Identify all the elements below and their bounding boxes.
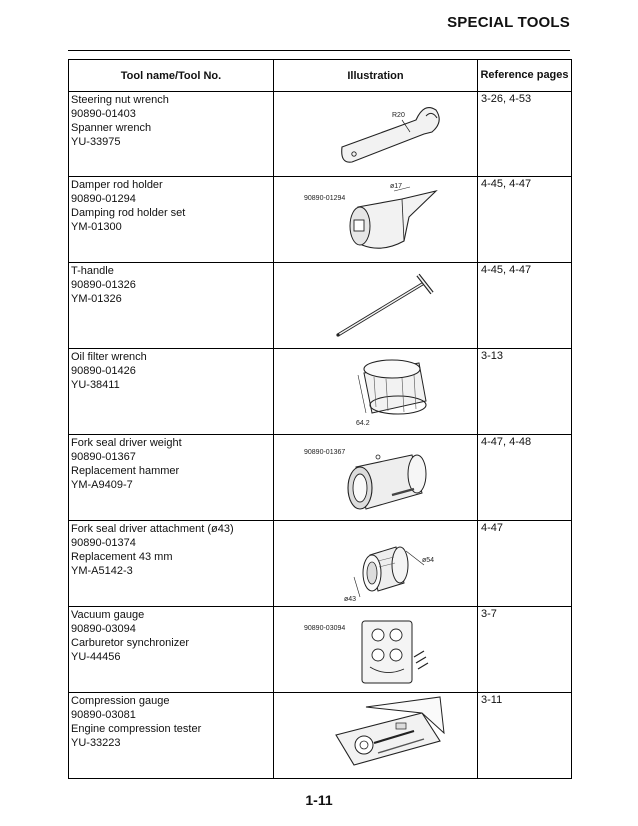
- tool-alt-number: YM-A9409-7: [71, 479, 133, 491]
- illustration-cell: [274, 92, 478, 177]
- table-row: [69, 263, 572, 349]
- illustration-cell: [274, 607, 478, 693]
- illustration-cell: [274, 263, 478, 349]
- tool-number: 90890-01403: [71, 108, 136, 120]
- tool-name: Vacuum gauge: [71, 609, 145, 621]
- tool-name: Fork seal driver attachment (ø43): [71, 523, 234, 535]
- table-header-row: [69, 60, 572, 92]
- reference-pages-cell: 3-26, 4-53: [478, 92, 572, 177]
- reference-pages-cell: 3-11: [478, 693, 572, 779]
- tool-alt-number: YU-33223: [71, 737, 121, 749]
- dimension-label: R20: [392, 112, 405, 119]
- table-row: [69, 693, 572, 779]
- header-rule: [68, 50, 570, 51]
- tool-number-tag: 90890-03094: [304, 625, 346, 632]
- tool-name-cell: [69, 693, 274, 779]
- compression-gauge-icon: [274, 693, 478, 779]
- reference-pages-cell: 4-45, 4-47: [478, 177, 572, 263]
- tool-name-cell: [69, 263, 274, 349]
- tool-alt-name: Damping rod holder set: [71, 207, 186, 219]
- tool-number: 90890-01374: [71, 537, 136, 549]
- steering-nut-wrench-icon: [274, 92, 478, 177]
- tool-name: Damper rod holder: [71, 179, 163, 191]
- table-row: [69, 435, 572, 521]
- illustration-cell: [274, 177, 478, 263]
- tool-alt-number: YU-38411: [71, 379, 120, 391]
- tool-alt-name: Replacement hammer: [71, 465, 180, 477]
- fork-seal-driver-weight-icon: [274, 435, 478, 521]
- reference-pages-cell: 4-47: [478, 521, 572, 607]
- page-number: 1-11: [305, 792, 333, 808]
- tool-alt-number: YM-A5142-3: [71, 565, 133, 577]
- reference-pages-cell: 3-7: [478, 607, 572, 693]
- illustration-cell: [274, 693, 478, 779]
- tool-name: T-handle: [71, 265, 114, 277]
- column-header-illustration: Illustration: [274, 60, 478, 92]
- t-handle-icon: [274, 263, 478, 349]
- tool-number-tag: 90890-01367: [304, 449, 346, 456]
- reference-pages-cell: 3-13: [478, 349, 572, 435]
- tool-alt-number: YM-01326: [71, 293, 122, 305]
- dimension-label: 64.2: [356, 420, 370, 427]
- dimension-label-outer: ø54: [422, 557, 435, 564]
- tool-alt-name: Carburetor synchronizer: [71, 637, 189, 649]
- tool-alt-number: YM-01300: [71, 221, 122, 233]
- tool-name-cell: [69, 92, 274, 177]
- damper-rod-holder-icon: [274, 177, 478, 263]
- column-header-reference-pages: Reference pages: [478, 60, 572, 92]
- table-row: [69, 349, 572, 435]
- tool-name: Compression gauge: [71, 695, 170, 707]
- tool-name: Fork seal driver weight: [71, 437, 182, 449]
- tool-alt-name: Spanner wrench: [71, 122, 152, 134]
- fork-seal-driver-attachment-icon: [274, 521, 478, 607]
- tool-number: 90890-03081: [71, 709, 136, 721]
- tool-name-cell: [69, 349, 274, 435]
- oil-filter-wrench-icon: [274, 349, 478, 435]
- tool-number-tag: 90890-01294: [304, 195, 346, 202]
- tool-alt-name: Engine compression tester: [71, 723, 202, 735]
- tool-name: Oil filter wrench: [71, 351, 147, 363]
- table-row: [69, 607, 572, 693]
- tool-alt-number: YU-33975: [71, 136, 121, 148]
- tool-name-cell: [69, 521, 274, 607]
- tool-number: 90890-01294: [71, 193, 136, 205]
- table-row: [69, 177, 572, 263]
- special-tools-table: [68, 59, 572, 779]
- tool-alt-number: YU-44456: [71, 651, 121, 663]
- tool-number: 90890-01326: [71, 279, 136, 291]
- tool-name-cell: [69, 607, 274, 693]
- tool-name: Steering nut wrench: [71, 94, 169, 106]
- tool-name-cell: [69, 435, 274, 521]
- tool-number: 90890-03094: [71, 623, 136, 635]
- tool-alt-name: Replacement 43 mm: [71, 551, 173, 563]
- tool-number: 90890-01426: [71, 365, 136, 377]
- dimension-label: ø17: [390, 183, 403, 190]
- page-title: SPECIAL TOOLS: [447, 14, 570, 31]
- column-header-tool-name: Tool name/Tool No.: [69, 60, 274, 92]
- illustration-cell: [274, 435, 478, 521]
- table-row: [69, 92, 572, 177]
- tool-name-cell: [69, 177, 274, 263]
- table-row: [69, 521, 572, 607]
- vacuum-gauge-icon: [274, 607, 478, 693]
- reference-pages-cell: 4-47, 4-48: [478, 435, 572, 521]
- tool-number: 90890-01367: [71, 451, 136, 463]
- reference-pages-cell: 4-45, 4-47: [478, 263, 572, 349]
- illustration-cell: [274, 521, 478, 607]
- illustration-cell: [274, 349, 478, 435]
- dimension-label-inner: ø43: [344, 596, 357, 603]
